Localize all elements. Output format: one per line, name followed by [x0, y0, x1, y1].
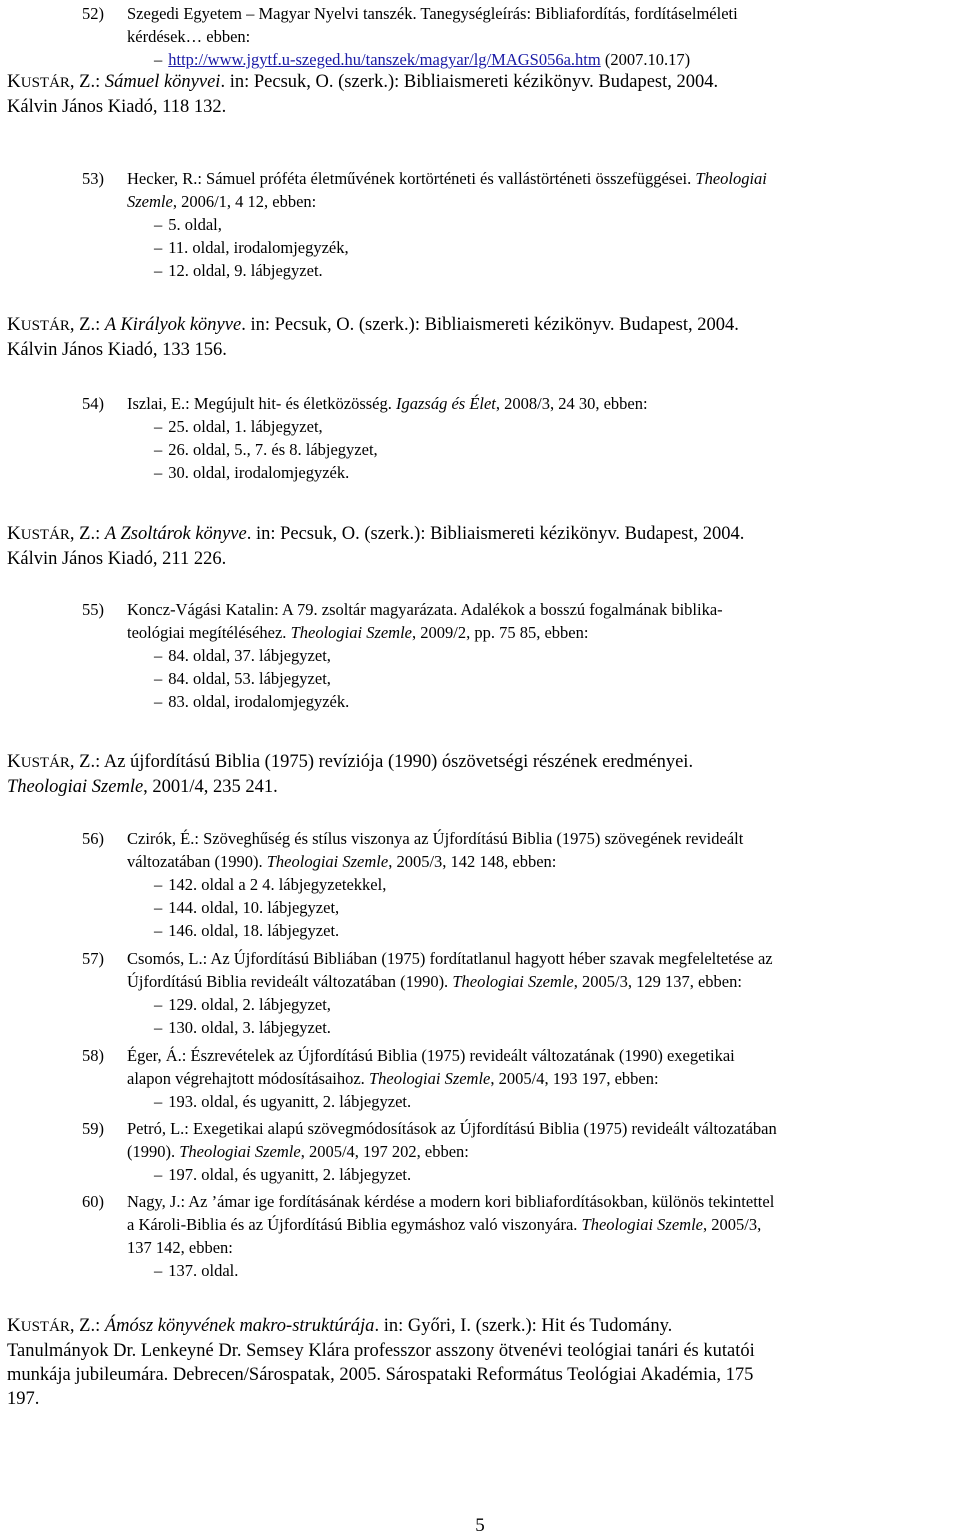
source-link[interactable]: http://www.jgytf.u-szeged.hu/tanszek/magyar/lg/MAGS056a.htm	[168, 50, 601, 69]
sub-item	[127, 1090, 953, 1113]
sub-text: 5. oldal,	[168, 215, 222, 234]
entry-line: Éger, Á.: Észrevételek az Újfordítású Biblia (1975) revideált változatának (1990) exegetikai	[127, 1046, 735, 1065]
kustar-entry-kiralyok	[7, 313, 953, 362]
dash: –	[154, 215, 163, 234]
entry-line	[127, 850, 953, 873]
author-tail: , Z.:	[69, 752, 104, 772]
sub-text: 142. oldal a 2 4. lábjegyzetekkel,	[168, 875, 387, 894]
entry-number: 54)	[82, 394, 104, 413]
author-smallcaps: USTÁR	[20, 1319, 70, 1335]
sub-item	[127, 1163, 953, 1186]
dash: –	[154, 669, 163, 688]
entry-number: 58)	[82, 1046, 104, 1065]
entry-line: 137 142, ebben:	[127, 1238, 233, 1257]
text: (1990).	[127, 1142, 180, 1161]
entry-body	[127, 1190, 953, 1282]
dash: –	[154, 921, 163, 940]
sub-text: 11. oldal, irodalomjegyzék,	[168, 238, 349, 257]
kustar-entry-zsoltarok	[7, 522, 953, 571]
entry-line: Czirók, É.: Szöveghűség és stílus viszonya az Újfordítású Biblia (1975) szövegének revideált	[127, 829, 744, 848]
kustar-entry-revizio	[7, 750, 953, 799]
entry-body	[127, 2, 953, 71]
dash: –	[154, 50, 163, 69]
entry-body	[127, 1044, 953, 1113]
access-date: (2007.10.17)	[600, 50, 691, 69]
sub-text: 26. oldal, 5., 7. és 8. lábjegyzet,	[168, 440, 378, 459]
entry-line: Szegedi Egyetem – Magyar Nyelvi tanszék. Tanegységleírás: Bibliafordítás, fordításelméleti	[127, 4, 738, 23]
work-details: , 2001/4, 235 241.	[143, 777, 278, 797]
sub-item	[127, 48, 953, 71]
work-details: . in: Győri, I. (szerk.): Hit és Tudomány.	[374, 1316, 673, 1336]
dash: –	[154, 692, 163, 711]
author-tail: , Z.:	[69, 1316, 105, 1336]
text: , 2005/4, 197 202, ebben:	[300, 1142, 469, 1161]
kustar-line	[7, 70, 953, 95]
dash: –	[154, 1261, 163, 1280]
text: változatában (1990).	[127, 852, 267, 871]
kustar-entry-amosz	[7, 1314, 953, 1411]
sub-item	[127, 1259, 953, 1282]
sub-text: 83. oldal, irodalomjegyzék.	[168, 692, 350, 711]
author-smallcaps: USTÁR	[20, 318, 70, 334]
journal-title: Theologiai	[695, 169, 767, 188]
kustar-line	[7, 522, 953, 547]
author-initial: K	[7, 1315, 21, 1336]
sub-text: 30. oldal, irodalomjegyzék.	[168, 463, 350, 482]
text: , 2005/4, 193 197, ebben:	[490, 1069, 659, 1088]
sub-text: 137. oldal.	[168, 1261, 239, 1280]
entry-line: Nagy, J.: Az ’ámar ige fordításának kérdése a modern kori bibliafordításokban, különös tekintettel	[127, 1192, 775, 1211]
text: , 2008/3, 24 30, ebben:	[495, 394, 648, 413]
author-tail: , Z.:	[69, 524, 105, 544]
sub-text: 197. oldal, és ugyanitt, 2. lábjegyzet.	[168, 1165, 412, 1184]
entry-number: 60)	[82, 1192, 104, 1211]
sub-text: 130. oldal, 3. lábjegyzet.	[168, 1018, 331, 1037]
entry-line	[127, 190, 953, 213]
entry-continuation	[127, 190, 953, 282]
entry-line: Csomós, L.: Az Újfordítású Bibliában (1975) fordítatlanul hagyott héber szavak megfeleltetése az	[127, 949, 773, 968]
dash: –	[154, 1165, 163, 1184]
entry-line	[127, 392, 953, 415]
sub-text: 146. oldal, 18. lábjegyzet.	[168, 921, 340, 940]
dash: –	[154, 898, 163, 917]
kustar-line	[7, 750, 953, 775]
text: , 2006/1, 4 12, ebben:	[172, 192, 317, 211]
sub-text: 25. oldal, 1. lábjegyzet,	[168, 417, 323, 436]
dash: –	[154, 417, 163, 436]
sub-item	[127, 259, 953, 282]
text: , 2009/2, pp. 75 85, ebben:	[412, 623, 589, 642]
dash: –	[154, 440, 163, 459]
journal-title: Theologiai Szemle	[7, 777, 144, 797]
text: Iszlai, E.: Megújult hit- és életközösség.	[127, 394, 396, 413]
sub-text: 12. oldal, 9. lábjegyzet.	[168, 261, 323, 280]
dash: –	[154, 463, 163, 482]
entry-body	[127, 827, 953, 942]
entry-number: 55)	[82, 600, 104, 619]
sub-item	[127, 919, 953, 942]
entry-body	[127, 598, 953, 713]
entry-number: 56)	[82, 829, 104, 848]
kustar-line	[7, 1314, 953, 1339]
kustar-entry-samuel	[7, 70, 953, 119]
author-tail: , Z.:	[69, 315, 105, 335]
work-title: Sámuel könyvei	[104, 72, 221, 92]
journal-title: Theologiai Szemle	[452, 972, 574, 991]
journal-title: Theologiai Szemle	[266, 852, 389, 871]
kustar-line	[7, 775, 953, 799]
text: alapon végrehajtott módosításaihoz.	[127, 1069, 369, 1088]
sub-item	[127, 236, 953, 259]
entry-body	[127, 1117, 953, 1186]
author-smallcaps: USTÁR	[20, 755, 70, 771]
kustar-line: Kálvin János Kiadó, 133 156.	[7, 340, 227, 360]
entry-line	[127, 167, 953, 190]
journal-title: Szemle	[127, 192, 173, 211]
sub-text: 129. oldal, 2. lábjegyzet,	[168, 995, 331, 1014]
entry-number: 53)	[82, 169, 104, 188]
entry-line	[127, 1067, 953, 1090]
author-smallcaps: USTÁR	[20, 527, 70, 543]
text: , 2005/3,	[703, 1215, 762, 1234]
kustar-line: 197.	[7, 1389, 40, 1409]
text: teológiai megítéléséhez.	[127, 623, 291, 642]
work-title: A Zsoltárok könyve	[104, 524, 247, 544]
dash: –	[154, 875, 163, 894]
text: , 2005/3, 142 148, ebben:	[388, 852, 557, 871]
sub-item	[127, 415, 953, 438]
sub-item	[127, 461, 953, 484]
entry-line: Koncz-Vágási Katalin: A 79. zsoltár magyarázata. Adalékok a bosszú fogalmának biblika-	[127, 600, 723, 619]
entry-body	[127, 392, 953, 484]
sub-item	[127, 896, 953, 919]
entry-body	[127, 167, 953, 190]
sub-text: 144. oldal, 10. lábjegyzet,	[168, 898, 340, 917]
sub-item	[127, 1016, 953, 1039]
dash: –	[154, 1018, 163, 1037]
sub-item	[127, 690, 953, 713]
page-number: 5	[475, 1515, 485, 1536]
journal-title: Theologiai Szemle	[179, 1142, 301, 1161]
author-initial: K	[7, 523, 21, 544]
text: Újfordítású Biblia revideált változatában (1990).	[127, 972, 453, 991]
author-tail: , Z.:	[69, 72, 105, 92]
author-initial: K	[7, 314, 21, 335]
entry-line	[127, 970, 953, 993]
entry-body	[127, 947, 953, 1039]
work-title: A Királyok könyve	[104, 315, 242, 335]
sub-item	[127, 438, 953, 461]
work-details: . in: Pecsuk, O. (szerk.): Bibliaismereti kézikönyv. Budapest, 2004.	[241, 315, 739, 335]
sub-item	[127, 213, 953, 236]
entry-line	[127, 1140, 953, 1163]
author-initial: K	[7, 71, 21, 92]
entry-line: kérdések… ebben:	[127, 27, 251, 46]
entry-line	[127, 1213, 953, 1236]
entry-number: 59)	[82, 1119, 104, 1138]
work-title: Ámósz könyvének makro-struktúrája	[104, 1316, 375, 1336]
dash: –	[154, 261, 163, 280]
sub-item	[127, 993, 953, 1016]
kustar-line: Tanulmányok Dr. Lenkeyné Dr. Semsey Klára professzor asszony ötvenévi teológiai tanári és kutatói	[7, 1341, 755, 1361]
journal-title: Theologiai Szemle	[290, 623, 413, 642]
dash: –	[154, 238, 163, 257]
entry-number: 52)	[82, 4, 104, 23]
work-details: . in: Pecsuk, O. (szerk.): Bibliaismereti kézikönyv. Budapest, 2004.	[220, 72, 719, 92]
journal-title: Igazság és Élet	[395, 394, 496, 413]
kustar-line: Kálvin János Kiadó, 211 226.	[7, 549, 227, 569]
text: , 2005/3, 129 137, ebben:	[573, 972, 742, 991]
sub-item	[127, 667, 953, 690]
text: Hecker, R.: Sámuel próféta életművének kortörténeti és vallástörténeti összefüggései.	[127, 169, 696, 188]
journal-title: Theologiai Szemle	[581, 1215, 703, 1234]
kustar-line: munkája jubileumára. Debrecen/Sárospatak, 2005. Sárospataki Református Teológiai Akadémia, 175	[7, 1365, 754, 1385]
sub-text: 84. oldal, 37. lábjegyzet,	[168, 646, 331, 665]
journal-title: Theologiai Szemle	[368, 1069, 491, 1088]
work-details: . in: Pecsuk, O. (szerk.): Bibliaismereti kézikönyv. Budapest, 2004.	[246, 524, 745, 544]
sub-text: 84. oldal, 53. lábjegyzet,	[168, 669, 331, 688]
dash: –	[154, 995, 163, 1014]
author-initial: K	[7, 751, 21, 772]
dash: –	[154, 646, 163, 665]
sub-item	[127, 644, 953, 667]
entry-number: 57)	[82, 949, 104, 968]
kustar-line: Kálvin János Kiadó, 118 132.	[7, 97, 227, 117]
entry-line: Petró, L.: Exegetikai alapú szövegmódosítások az Újfordítású Biblia (1975) revideált változatában	[127, 1119, 777, 1138]
work-title: Az újfordítású Biblia (1975) revíziója (1990) ószövetségi részének eredményei.	[103, 752, 694, 772]
text: a Károli-Biblia és az Újfordítású Biblia egymáshoz való viszonyára.	[127, 1215, 582, 1234]
dash: –	[154, 1092, 163, 1111]
entry-line	[127, 621, 953, 644]
kustar-line	[7, 313, 953, 338]
sub-text: 193. oldal, és ugyanitt, 2. lábjegyzet.	[168, 1092, 412, 1111]
author-smallcaps: USTÁR	[20, 75, 70, 91]
sub-item	[127, 873, 953, 896]
